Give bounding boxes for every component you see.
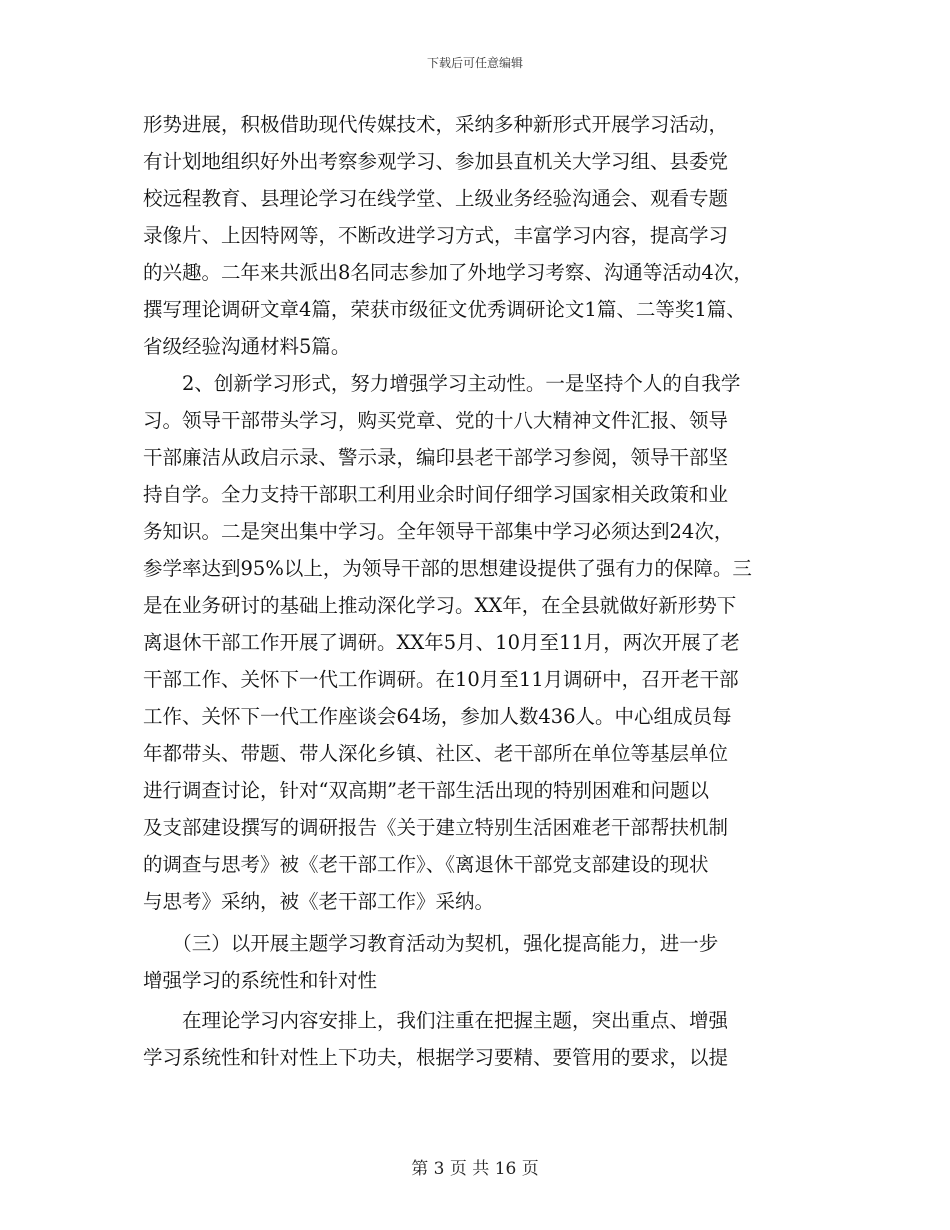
page-number-footer: 第 3 页 共 16 页 xyxy=(411,1159,539,1179)
section-heading-line: 增强学习的系统性和针对性 xyxy=(143,969,378,992)
page-header-note: 下载后可任意编辑 xyxy=(426,56,523,70)
text-line: 学习系统性和针对性上下功夫，根据学习要精、要管用的要求，以提 xyxy=(143,1046,729,1069)
text-line: 的兴趣。二年来共派出8名同志参加了外地学习考察、沟通等活动4次， xyxy=(143,261,753,284)
text-line: 务知识。二是突出集中学习。全年领导干部集中学习必须达到24次， xyxy=(143,520,734,543)
text-line: 在理论学习内容安排上，我们注重在把握主题，突出重点、增强 xyxy=(143,1009,729,1032)
text-line: 持自学。全力支持干部职工利用业余时间仔细学习国家相关政策和业 xyxy=(143,483,729,506)
text-line: 工作、关怀下一代工作座谈会64场，参加人数436人。中心组成员每 xyxy=(143,705,732,728)
text-line: 进行调查讨论，针对“双高期”老干部生活出现的特别困难和问题以 xyxy=(143,779,709,802)
text-line: 及支部建设撰写的调研报告《关于建立特别生活困难老干部帮扶机制 xyxy=(143,816,729,839)
text-line: 是在业务研讨的基础上推动深化学习。XX年，在全县就做好新形势下 xyxy=(143,594,737,617)
text-line: 2、创新学习形式，努力增强学习主动性。一是坚持个人的自我学 xyxy=(143,372,741,395)
text-line: 年都带头、带题、带人深化乡镇、社区、老干部所在单位等基层单位 xyxy=(143,742,729,765)
text-line: 离退休干部工作开展了调研。XX年5月、10月至11月，两次开展了老 xyxy=(143,631,740,654)
text-line: 的调查与思考》被《老干部工作》、《离退休干部党支部建设的现状 xyxy=(143,853,709,876)
text-line: 撰写理论调研文章4篇，荣获市级征文优秀调研论文1篇、二等奖1篇、 xyxy=(143,298,746,321)
text-line: 省级经验沟通材料5篇。 xyxy=(143,335,351,358)
text-line: 习。领导干部带头学习，购买党章、党的十八大精神文件汇报、领导 xyxy=(143,409,729,432)
section-heading-line: （三）以开展主题学习教育活动为契机，强化提高能力，进一步 xyxy=(143,932,719,955)
text-line: 形势进展，积极借助现代传媒技术，采纳多种新形式开展学习活动， xyxy=(143,113,729,136)
text-line: 干部工作、关怀下一代工作调研。在10月至11月调研中，召开老干部 xyxy=(143,668,739,691)
text-line: 有计划地组织好外出考察参观学习、参加县直机关大学习组、县委党 xyxy=(143,150,729,173)
text-line: 与思考》采纳，被《老干部工作》采纳。 xyxy=(143,890,495,913)
text-line: 录像片、上因特网等，不断改进学习方式，丰富学习内容，提高学习 xyxy=(143,224,729,247)
text-line: 参学率达到95%以上，为领导干部的思想建设提供了强有力的保障。三 xyxy=(143,557,752,580)
text-line: 校远程教育、县理论学习在线学堂、上级业务经验沟通会、观看专题 xyxy=(143,187,729,210)
text-line: 干部廉洁从政启示录、警示录，编印县老干部学习参阅，领导干部坚 xyxy=(143,446,729,469)
